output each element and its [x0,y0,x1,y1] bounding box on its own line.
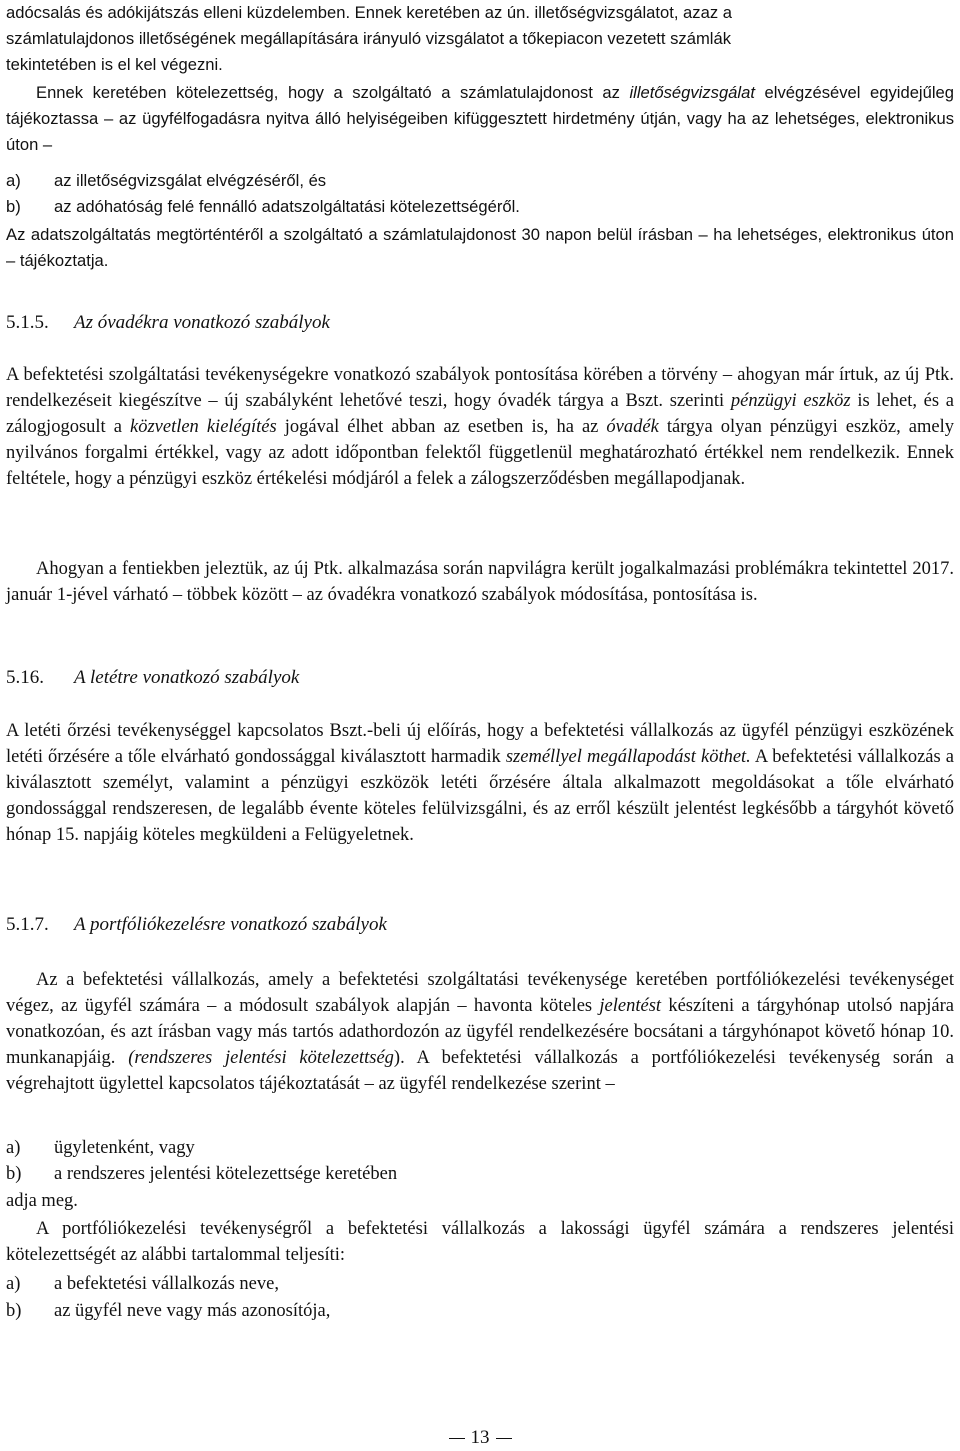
closing-text: adja meg. [6,1191,78,1211]
section-heading: 5.1.5. Az óvadékra vonatkozó szabályok [6,312,330,333]
portfolio-paragraph-2: A portfóliókezelési tevékenységről a befektetési vállalkozás a lakossági ügyfél számára a rendszeres jelentési kötelezettségét az alábbi tartalommal teljesíti: [6,1219,954,1265]
list-item: b) az ügyfél neve vagy más azonosítója, [6,1301,331,1321]
intro-line: adócsalás és adókijátszás elleni küzdelemben. Ennek keretében az ún. illetőségvizsgálatot, azaz a [6,3,732,22]
obligation-paragraph: Ennek keretében kötelezettség, hogy a szolgáltató a számlatulajdonost az illetőségvizsgálat elvégzésével egyidejűleg tájékoztassa – az ügyfélfogadásra nyitva álló helyiségeiben kifüggesztett hirdetmény útján, vagy ha az lehetséges, elektronikus úton – [6,83,954,154]
portfolio-paragraph: Az a befektetési vállalkozás, amely a befektetési szolgáltatási tevékenysége keretében portfóliókezelési tevékenységet végez, az ügyfél számára – a módosult szabályok alapján – havonta köteles jelentést készíteni a tárgyhónap utolsó napjára vonatkozóan, és azt írásban vagy más tartós adathordozón az ügyfél rendelkezésére bocsátani a tárgyhónapot követő hónap 10. munkanapjáig. (rendszeres jelentési kötelezettség). A befektetési vállalkozás a portfóliókezelési tevékenység során a végrehajtott ügylettel kapcsolatos tájékoztatását – az ügyfél rendelkezése szerint – [6,970,955,1094]
intro-line: tekintetében is el kel végezni. [6,55,223,74]
section-heading: 5.16. A letétre vonatkozó szabályok [6,667,300,688]
list-item: a) az illetőségvizsgálat elvégzéséről, és [6,171,327,190]
notification-paragraph: Az adatszolgáltatás megtörténtéről a szolgáltató a számlatulajdonost 30 napon belül írásban – ha lehetséges, elektronikus úton – tájékoztatja. [6,225,954,270]
intro-line: számlatulajdonos illetőségének megállapítására irányuló vizsgálatot a tőkepiacon vezetett számlák [6,29,731,48]
list-item: a) a befektetési vállalkozás neve, [6,1274,279,1294]
list-item: a) ügyletenként, vagy [6,1138,195,1158]
ovadek-paragraph-2: Ahogyan a fentiekben jeleztük, az új Ptk. alkalmazása során napvilágra került jogalkalmazási problémákra tekintettel 2017. január 1-jével várható – többek között – az óvadékra vonatkozó szabályok módosítása, pontosítása is. [6,559,954,605]
list-item: b) az adóhatóság felé fennálló adatszolgáltatási kötelezettségéről. [6,197,520,216]
ovadek-paragraph: A befektetési szolgáltatási tevékenységekre vonatkozó szabályok pontosítása körében a törvény – ahogyan már írtuk, az új Ptk. rendelkezéseit kiegészítve – új szabályként lehetővé teszi, hogy óvadék tárgya a Bszt. szerinti pénzügyi eszköz is lehet, és a zálogjogosult a közvetlen kielégítés jogával élhet abban az esetben is, ha az óvadék tárgya olyan pénzügyi eszköz, amely nyilvános forgalmi értékkel, vagy az adott időpontban felektől függetlenül meghatározható értékkel nem rendelkezik. Ennek feltétele, hogy a pénzügyi eszköz értékelési módjáról a felek a zálogszerződésben megállapodjanak. [6,365,954,489]
section-heading: 5.1.7. A portfóliókezelésre vonatkozó szabályok [6,914,387,935]
page-number: 13 [440,1425,520,1451]
list-item: b) a rendszeres jelentési kötelezettsége keretében [6,1164,398,1184]
letet-paragraph: A letéti őrzési tevékenységgel kapcsolatos Bszt.-beli új előírás, hogy a befektetési vállalkozás az ügyfél pénzügyi eszközének letéti őrzésére a tőle elvárható gondossággal kiválasztott harmadik személlyel megállapodást köthet. A befektetési vállalkozás a kiválasztott személyt, valamint a pénzügyi eszközök letéti őrzésére általa alkalmazott megoldásokat a tőle elvárható gondossággal rendszeresen, de legalább évente köteles felülvizsgálni, és az erről készült jelentést legkésőbb a tárgyhót követő hónap 15. napjáig köteles megküldeni a Felügyeletnek. [6,721,954,845]
